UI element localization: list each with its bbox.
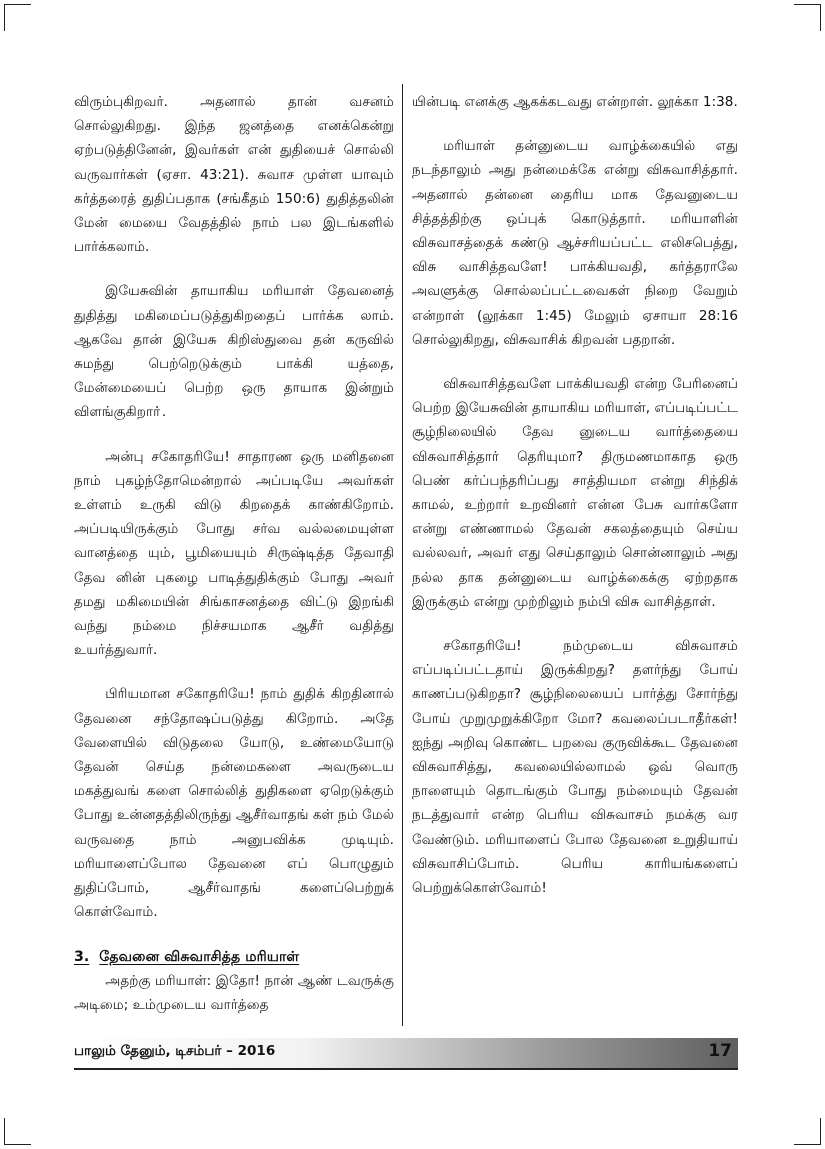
section-heading [74, 945, 394, 969]
paragraph: யின்படி எனக்கு ஆகக்கடவது என்றாள். லூக்கா 1:38. [412, 94, 738, 110]
paragraph: இயேசுவின் தாயாகிய மரியாள் தேவனைத் துதித்து மகிமைப்படுத்துகிறதைப் பார்க்க லாம். ஆகவே தான் இயேசு கிறிஸ்துவை தன் கருவில் சுமந்து பெற்றெடுக்கும் பாக்கி யத்தை, மேன்மையைப் பெற்ற ஒரு தாயாக இன்றும் விளங்குகிறாா். [74, 283, 394, 421]
paragraph: விரும்புகிறவர். அதனால் தான் வசனம் சொல்லுகிறது. இந்த ஜனத்தை எனக்கென்று ஏற்படுத்தினேன், இவர்கள் என் துதியைச் சொல்லி வருவார்கள் (ஏசா. 43:21). சுவாச முள்ள யாவும் கர்த்தரைத் துதிப்பதாக (சங்கீதம் 150:6) துதித்தலின் மேன் மையை வேதத்தில் நாம் பல இடங்களில் பார்க்கலாம். [74, 94, 394, 256]
magazine-title: பாலும் தேனும், டிசம்பர் – 2016 [74, 1043, 276, 1059]
crop-mark-top-right [794, 4, 821, 31]
page-number: 17 [708, 1041, 732, 1061]
page-footer [74, 1038, 738, 1070]
column-divider [402, 84, 403, 1026]
paragraph: அன்பு சகோதரியே! சாதாரண ஒரு மனிதனை நாம் புகழ்ந்தோமென்றால் அப்படியே அவர்கள் உள்ளம் உருகி விடு கிறதைக் காண்கிறோம். அப்படியிருக்கும் போது சர்வ வல்லமையுள்ள வானத்தை யும், பூமியையும் சிருஷ்டித்த தேவாதி தேவ னின் புகழை பாடித்துதிக்கும் போது அவர் தமது மகிமையின் சிங்காசனத்தை விட்டு இறங்கி வந்து நம்மை நிச்சயமாக ஆசீர் வதித்து உயர்த்துவார். [74, 448, 394, 659]
paragraph: மரியாள் தன்னுடைய வாழ்க்கையில் எது நடந்தாலும் அது நன்மைக்கே என்று விசுவாசித்தார். அதனால் தன்னை தைரிய மாக தேவனுடைய சித்தத்திற்கு ஒப்புக் கொடுத்தார். மரியாளின் விசுவாசத்தைக் கண்டு ஆச்சரியப்பட்ட எலிசபெத்து, விசு வாசித்தவளே! பாக்கியவதி, கர்த்தராலே அவளுக்கு சொல்லப்பட்டவைகள் நிறை வேறும் என்றாள் (லூக்கா 1:45) மேலும் ஏசாயா 28:16 சொல்லுகிறது, விசுவாசிக் கிறவன் பதறான். [412, 138, 738, 348]
section-number: 3. [74, 948, 90, 965]
paragraph: பிரியமான சகோதரியே! நாம் துதிக் கிறதினால் தேவனை சந்தோஷப்படுத்து கிறோம். அதே வேளையில் விடுதலை யோடு, உண்மையோடு தேவன் செய்த நன்மைகளை அவருடைய மகத்துவங் களை சொல்லித் துதிகளை ஏறெடுக்கும் போது உன்னதத்திலிருந்து ஆசீர்வாதங் கள் நம் மேல் வருவதை நாம் அனுபவிக்க முடியும். மரியாளைப்போல தேவனை எப் பொழுதும் துதிப்போம், ஆசீர்வாதங் களைப்பெற்றுக் கொள்வோம். [74, 686, 394, 921]
crop-mark-top-left [4, 4, 31, 31]
crop-mark-bottom-right [794, 1118, 821, 1145]
paragraph: சகோதரியே! நம்முடைய விசுவாசம் எப்படிப்பட்டதாய் இருக்கிறது? தளர்ந்து போய் காணப்படுகிறதா? சூழ்நிலையைப் பார்த்து சோர்ந்து போய் முறுமுறுக்கிறோ மோ? கவலைப்படாதீர்கள்! ஐந்து அறிவு கொண்ட பறவை குருவிக்கூட தேவனை விசுவாசித்து, கவலையில்லாமல் ஒவ் வொரு நாளையும் தொடங்கும் போது நம்மையும் தேவன் நடத்துவார் என்ற பெரிய விசுவாசம் நமக்கு வர வேண்டும். மரியாளைப் போல தேவனை உறுதியாய் விசுவாசிப்போம். பெரிய காரியங்களைப் பெற்றுக்கொள்வோம்! [412, 638, 738, 897]
left-column [74, 90, 394, 1037]
section-title: தேவனை விசுவாசித்த மரியாள் [99, 948, 300, 965]
paragraph: அதற்கு மரியாள்: இதோ! நான் ஆண் டவருக்கு அடிமை; உம்முடைய வார்த்தை [74, 972, 394, 1013]
right-column [412, 90, 738, 920]
crop-mark-bottom-left [4, 1118, 31, 1145]
paragraph: விசுவாசித்தவளே பாக்கியவதி என்ற பேரினைப் பெற்ற இயேசுவின் தாயாகிய மரியாள், எப்படிப்பட்ட சூழ்நிலையில் தேவ னுடைய வார்த்தையை விசுவாசித்தார் தெரியுமா? திருமணமாகாத ஒரு பெண் கர்ப்பந்தரிப்பது சாத்தியமா என்று சிந்திக் காமல், உற்றார் உறவினர் என்ன பேசு வார்களோ என்று எண்ணாமல் தேவன் சகலத்தையும் செய்ய வல்லவர், அவர் எது செய்தாலும் சொன்னாலும் அது நல்ல தாக தன்னுடைய வாழ்க்கைக்கு ஏற்றதாக இருக்கும் என்று முற்றிலும் நம்பி விசு வாசித்தாள். [412, 376, 738, 610]
